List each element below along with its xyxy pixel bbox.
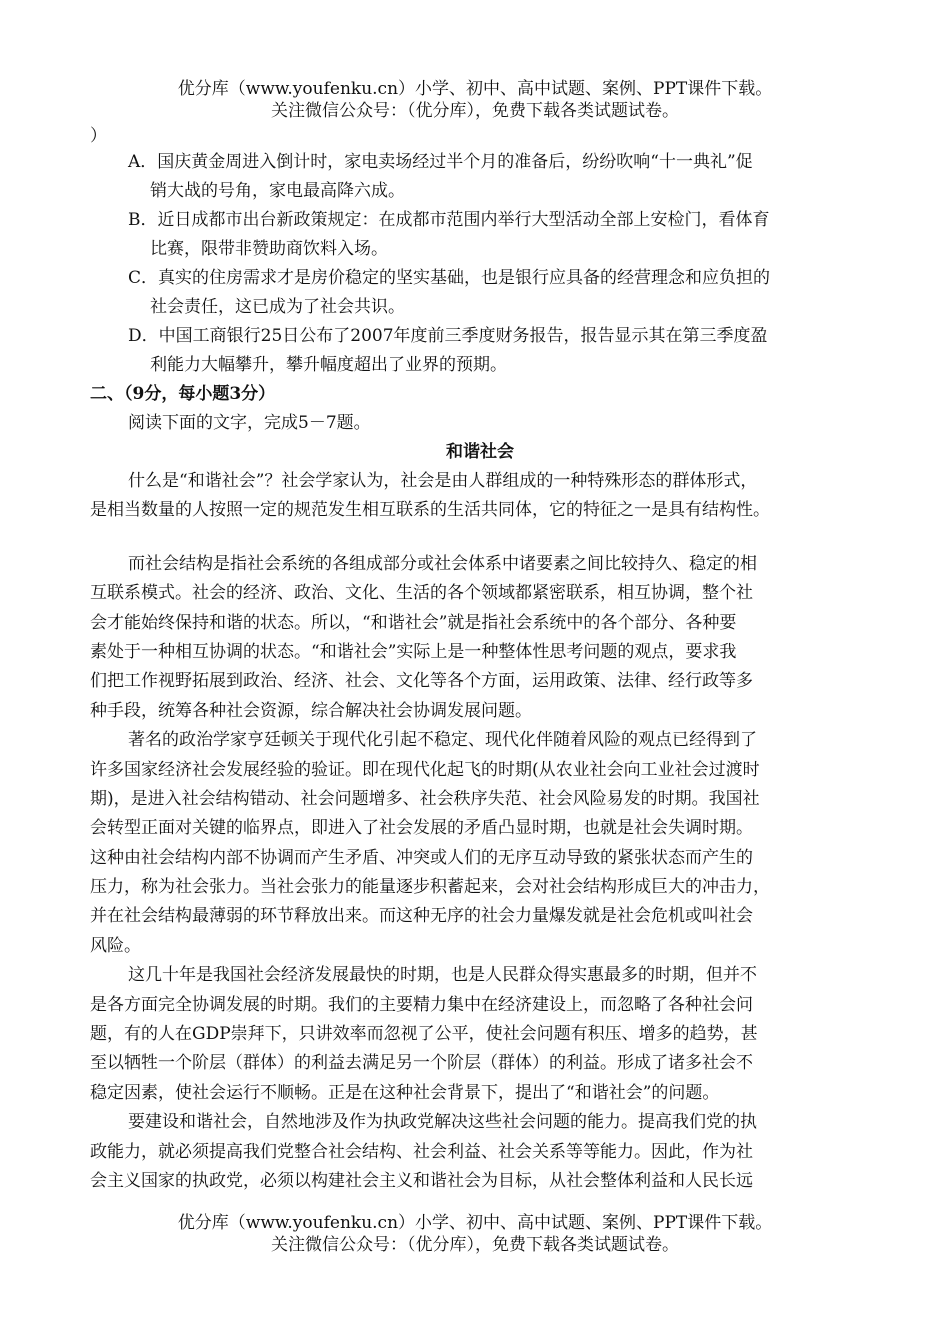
- option-b-line1: B．近日成都市出台新政策规定：在成都市范围内举行大型活动全部上安检门，看体育: [128, 210, 770, 230]
- option-d-line2: 利能力大幅攀升，攀升幅度超出了业界的预期。: [150, 355, 507, 375]
- paragraph-line: 们把工作视野拓展到政治、经济、社会、文化等各个方面，运用政策、法律、经行政等多: [90, 671, 753, 692]
- option-a-line1: A．国庆黄金周进入倒计时，家电卖场经过半个月的准备后，纷纷吹响“十一典礼”促: [128, 152, 753, 172]
- paragraph-5: [90, 1108, 870, 1196]
- option-a: [90, 148, 870, 206]
- paragraph-gap: [90, 526, 870, 550]
- paragraph-line: 著名的政治学家亨廷顿关于现代化引起不稳定、现代化伴随着风险的观点已经得到了: [128, 730, 757, 751]
- paragraph-line: 并在社会结构最薄弱的环节释放出来。而这种无序的社会力量爆发就是社会危机或叫社会: [90, 906, 753, 927]
- page-header: [0, 78, 950, 122]
- paragraph-2: [90, 550, 870, 726]
- paragraph-line: 会才能始终保持和谐的状态。所以，“和谐社会”就是指社会系统中的各个部分、各种要: [90, 612, 737, 633]
- paragraph-line: 这几十年是我国社会经济发展最快的时期，也是人民群众得实惠最多的时期，但并不: [128, 965, 757, 986]
- option-a-line2: 销大战的号角，家电最高降六成。: [150, 181, 405, 201]
- option-c-line1: C．真实的住房需求才是房价稳定的坚实基础，也是银行应具备的经营理念和应负担的: [128, 268, 771, 288]
- passage-title: 和谐社会: [446, 442, 514, 462]
- paragraph-line: 是相当数量的人按照一定的规范发生相互联系的生活共同体，它的特征之一是具有结构性。: [90, 500, 770, 521]
- paragraph-line: 是各方面完全协调发展的时期。我们的主要精力集中在经济建设上，而忽略了各种社会问: [90, 994, 753, 1015]
- footer-line-2: 关注微信公众号：（优分库），免费下载各类试题试卷。: [271, 1235, 679, 1255]
- paragraph-line: 这种由社会结构内部不协调而产生矛盾、冲突或人们的无序互动导致的紧张状态而产生的: [90, 847, 753, 868]
- option-d: [90, 322, 870, 380]
- option-d-line1: D．中国工商银行25日公布了2007年度前三季度财务报告，报告显示其在第三季度盈: [128, 326, 768, 346]
- paragraph-line: 会主义国家的执政党，必须以构建社会主义和谐社会为目标，从社会整体利益和人民长远: [90, 1170, 753, 1191]
- page-body: [90, 124, 870, 1196]
- paragraph-line: 期)，是进入社会结构错动、社会问题增多、社会秩序失范、社会风险易发的时期。我国社: [90, 788, 760, 809]
- page-footer: [0, 1212, 950, 1256]
- paragraph-line: 题，有的人在GDP崇拜下，只讲效率而忽视了公平，使社会问题有积压、增多的趋势，甚: [90, 1024, 758, 1045]
- paragraph-line: 素处于一种相互协调的状态。“和谐社会”实际上是一种整体性思考问题的观点，要求我: [90, 641, 737, 662]
- paragraph-line: 稳定因素，使社会运行不顺畅。正是在这种社会背景下，提出了“和谐社会”的问题。: [90, 1082, 720, 1103]
- paragraph-line: 互联系模式。社会的经济、政治、文化、生活的各个领域都紧密联系，相互协调，整个社: [90, 583, 753, 604]
- header-line-2: 关注微信公众号：（优分库），免费下载各类试题试卷。: [271, 101, 679, 121]
- paragraph-3: [90, 726, 870, 961]
- section-instruction: 阅读下面的文字，完成5－7题。: [128, 413, 371, 433]
- paragraph-line: 要建设和谐社会，自然地涉及作为执政党解决这些社会问题的能力。提高我们党的执: [128, 1112, 757, 1133]
- option-b-line2: 比赛，限带非赞助商饮料入场。: [150, 239, 388, 259]
- paragraph-line: 会转型正面对关键的临界点，即进入了社会发展的矛盾凸显时期，也就是社会失调时期。: [90, 818, 753, 839]
- paragraph-line: 压力，称为社会张力。当社会张力的能量逐步积蓄起来，会对社会结构形成巨大的冲击力，: [90, 877, 770, 898]
- paragraph-line: 政能力，就必须提高我们党整合社会结构、社会利益、社会关系等等能力。因此，作为社: [90, 1141, 753, 1162]
- paragraph-line: 风险。: [90, 935, 141, 956]
- paragraph-1: [90, 467, 870, 526]
- header-line-1: 优分库（www.youfenku.cn）小学、初中、高中试题、案例、PPT课件下载。: [177, 79, 773, 99]
- option-c: [90, 264, 870, 322]
- footer-line-1: 优分库（www.youfenku.cn）小学、初中、高中试题、案例、PPT课件下载。: [177, 1213, 773, 1233]
- paragraph-4: [90, 961, 870, 1108]
- question-tail: ）: [90, 126, 107, 146]
- section-heading: 二、（9分，每小题3分）: [90, 384, 276, 404]
- paragraph-line: 至以牺牲一个阶层（群体）的利益去满足另一个阶层（群体）的利益。形成了诸多社会不: [90, 1053, 753, 1074]
- paragraph-line: 什么是“和谐社会”？社会学家认为，社会是由人群组成的一种特殊形态的群体形式，: [128, 471, 758, 491]
- paragraph-line: 种手段，统筹各种社会资源，综合解决社会协调发展问题。: [90, 700, 532, 721]
- option-c-line2: 社会责任，这已成为了社会共识。: [150, 297, 405, 317]
- option-b: [90, 206, 870, 264]
- paragraph-line: 许多国家经济社会发展经验的验证。即在现代化起飞的时期(从农业社会向工业社会过渡时: [90, 759, 760, 780]
- paragraph-line: 而社会结构是指社会系统的各组成部分或社会体系中诸要素之间比较持久、稳定的相: [128, 553, 757, 574]
